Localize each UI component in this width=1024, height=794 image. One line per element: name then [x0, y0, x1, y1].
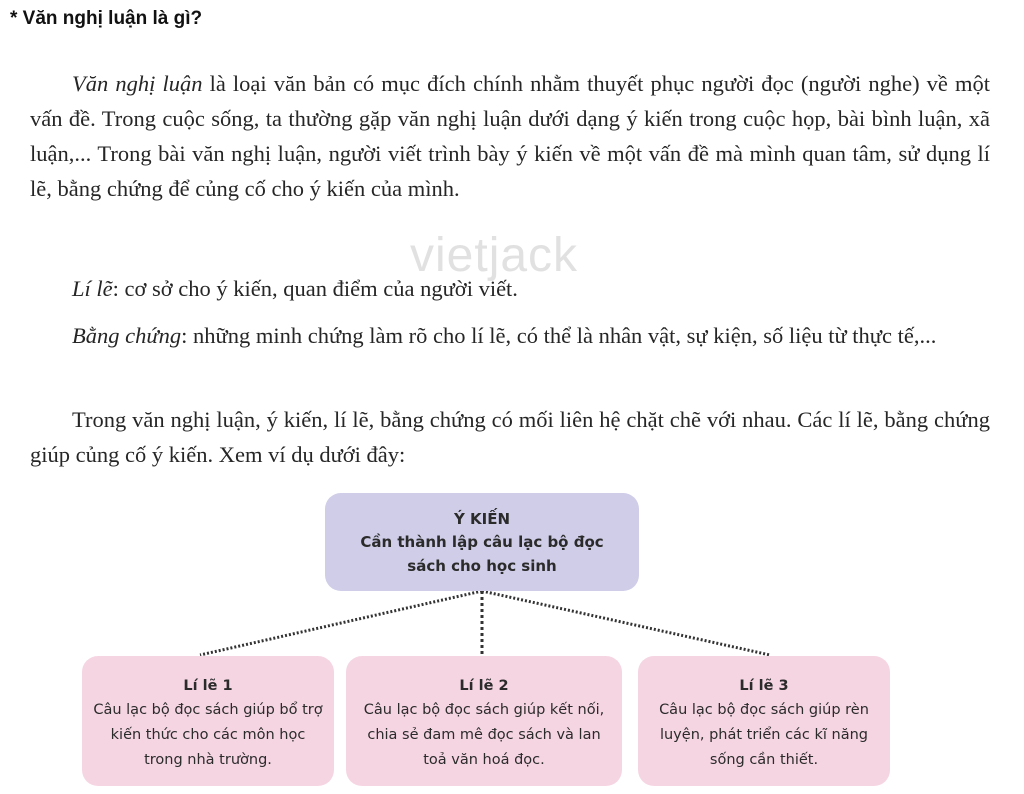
- connector-left: [200, 591, 482, 655]
- reason-3-text: Câu lạc bộ đọc sách giúp rèn luyện, phát triển các kĩ năng sống cần thiết.: [659, 702, 869, 768]
- term-bang-chung: Bằng chứng: [72, 323, 182, 348]
- watermark: vietjack: [410, 229, 579, 282]
- reason-2-text: Câu lạc bộ đọc sách giúp kết nối, chia sẻ đam mê đọc sách và lan toả văn hoá đọc.: [363, 702, 605, 768]
- li-le-text: : cơ sở cho ý kiến, quan điểm của người viết.: [112, 276, 518, 301]
- opinion-title: Ý KIẾN: [453, 510, 511, 528]
- reason-1-text: Câu lạc bộ đọc sách giúp bổ trợ kiến thức cho các môn học trong nhà trường.: [93, 702, 323, 768]
- reason-2-title: Lí lẽ 2: [459, 678, 509, 694]
- reason-3-title: Lí lẽ 3: [739, 678, 789, 694]
- term-van-nghi-luan: Văn nghị luận: [72, 71, 203, 96]
- page-heading: * Văn nghị luận là gì?: [10, 8, 203, 29]
- paragraph-relationship: Trong văn nghị luận, ý kiến, lí lẽ, bằng chứng có mối liên hệ chặt chẽ với nhau. Các lí lẽ, bằng chứng giúp củng cố ý kiến. Xem ví dụ dưới đây:: [30, 407, 990, 467]
- paragraph-definition: [30, 66, 990, 206]
- term-li-le: Lí lẽ: [72, 276, 113, 301]
- paragraph-bang-chung: [30, 318, 990, 353]
- reason-box-3: [638, 656, 890, 786]
- paragraph-li-le: [30, 271, 990, 306]
- opinion-box: [325, 493, 639, 591]
- opinion-text: Cần thành lập câu lạc bộ đọc sách cho học sinh: [360, 533, 604, 575]
- reason-1-title: Lí lẽ 1: [183, 678, 233, 694]
- definition-text: là loại văn bản có mục đích chính nhằm thuyết phục người đọc (người nghe) về một vấn đề. Trong cuộc sống, ta thường gặp văn nghị luận dưới dạng ý kiến trong cuộc họp, bài bình luận, xã luận,... Trong bài văn nghị luận, người viết trình bày ý kiến về một vấn đề mà mình quan tâm, sử dụng lí lẽ, bằng chứng để củng cố cho ý kiến của mình.: [30, 71, 991, 201]
- bang-chung-text: : những minh chứng làm rõ cho lí lẽ, có thể là nhân vật, sự kiện, số liệu từ thực tế,...: [181, 323, 937, 348]
- reason-box-2: [346, 656, 622, 786]
- connector-right: [482, 591, 770, 655]
- reason-box-1: [82, 656, 334, 786]
